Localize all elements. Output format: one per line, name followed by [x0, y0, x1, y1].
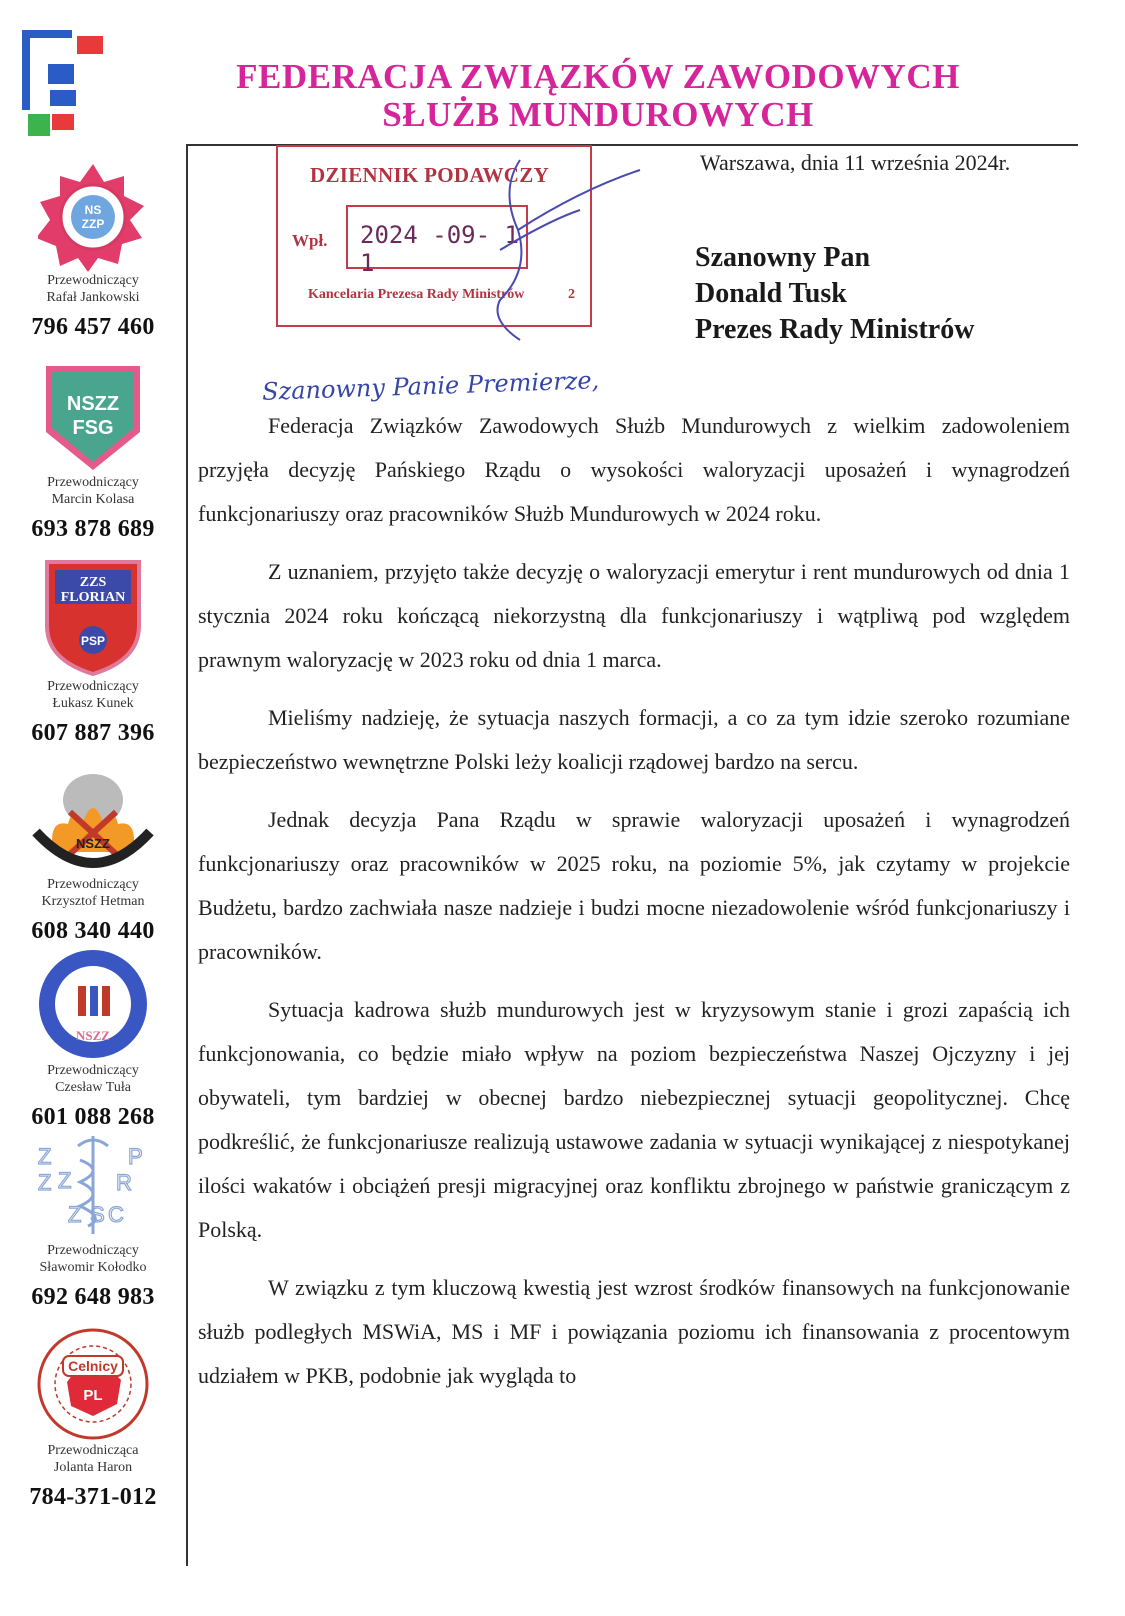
union-entry	[0, 1130, 186, 1311]
federation-logo-icon	[22, 30, 112, 140]
federation-title-line2: SŁUŻB MUNDUROWYCH	[382, 95, 814, 134]
chair-phone: 608 340 440	[31, 918, 155, 944]
chair-phone: 796 457 460	[31, 314, 155, 340]
addressee-line: Donald Tusk	[695, 278, 847, 309]
svg-text:Z: Z	[68, 1202, 82, 1227]
federation-title-line1: FEDERACJA ZWIĄZKÓW ZAWODOWYCH	[236, 57, 960, 96]
svg-text:R: R	[116, 1170, 132, 1195]
svg-text:C: C	[108, 1202, 124, 1227]
chair-role: Przewodniczący	[47, 273, 139, 288]
svg-text:S: S	[90, 1202, 105, 1227]
chair-name: Czesław Tuła	[55, 1080, 131, 1095]
stamp-number: 2	[568, 287, 575, 302]
nszzp-star-emblem-icon	[38, 162, 148, 272]
handwritten-initial-icon	[460, 150, 660, 360]
chair-name: Krzysztof Hetman	[41, 894, 145, 909]
chair-name: Sławomir Kołodko	[39, 1260, 147, 1275]
letter-paragraph: Z uznaniem, przyjęto także decyzję o waloryzacji emerytur i rent mundurowych od dnia 1 stycznia 2024 roku kończącą niekorzystną dla funkcjonariuszy i wątpliwą pod względem prawnym waloryzację w 2023 roku od dnia 1 marca.	[198, 559, 1070, 672]
nszz-fire-workers-emblem-icon	[28, 764, 158, 876]
chair-role: Przewodniczący	[47, 877, 139, 892]
svg-text:FSG: FSG	[72, 417, 114, 439]
chair-role: Przewodnicząca	[47, 1443, 139, 1458]
svg-text:NSZZ: NSZZ	[76, 1028, 110, 1043]
svg-text:FLORIAN: FLORIAN	[60, 590, 126, 605]
union-entry	[0, 556, 186, 747]
chair-phone: 692 648 983	[31, 1284, 155, 1310]
letter-paragraph: Jednak decyzja Pana Rządu w sprawie waloryzacji uposażeń i wynagrodzeń funkcjonariuszy oraz pracowników w 2025 roku, na poziomie 5%, jak czytamy w projekcie Budżetu, bardzo zachwiała nasze nadzieje i budzi mocne niezadowolenie wśród funkcjonariuszy i pracowników.	[198, 807, 1070, 964]
chair-name: Marcin Kolasa	[51, 492, 135, 507]
federation-title	[118, 58, 1078, 134]
chair-role: Przewodniczący	[47, 475, 139, 490]
svg-text:NS: NS	[84, 203, 102, 217]
union-entry	[0, 162, 186, 341]
svg-text:NSZZ: NSZZ	[76, 836, 110, 851]
zzs-florian-shield-icon	[41, 556, 145, 678]
chair-phone: 784-371-012	[29, 1484, 157, 1510]
chair-role: Przewodniczący	[47, 679, 139, 694]
chair-phone: 601 088 268	[31, 1104, 155, 1130]
chair-name: Łukasz Kunek	[52, 696, 134, 711]
svg-text:Z: Z	[38, 1170, 52, 1195]
chair-phone: 693 878 689	[31, 516, 155, 542]
svg-text:Celnicy: Celnicy	[68, 1358, 118, 1374]
chair-name: Rafał Jankowski	[46, 290, 140, 305]
svg-text:PSP: PSP	[80, 634, 106, 648]
union-entry	[0, 362, 186, 543]
letter-body	[198, 404, 1070, 1412]
letter-date: Warszawa, dnia 11 września 2024r.	[700, 150, 1011, 175]
letter-paragraph: W związku z tym kluczową kwestią jest wzrost środków finansowych na funkcjonowanie służb podległych MSWiA, MS i MF i powiązania poziomu ich finansowania z procentowym udziałem w PKB, podobnie jak wygląda to	[198, 1275, 1070, 1388]
celnicy-pl-emblem-icon	[33, 1326, 153, 1442]
letter-paragraph: Federacja Związków Zawodowych Służb Mundurowych z wielkim zadowoleniem przyjęła decyzję Pańskiego Rządu o wysokości waloryzacji uposażeń i wynagrodzeń funkcjonariuszy oraz pracowników Służb Mundurowych w 2024 roku.	[198, 413, 1070, 526]
stamp-date: 2024 -09- 1 1	[360, 221, 519, 277]
nszz-fsg-shield-icon	[38, 362, 148, 474]
zzprzsc-caduceus-emblem-icon	[28, 1130, 158, 1242]
chair-phone: 607 887 396	[31, 720, 155, 746]
stamp-office: Kancelaria Prezesa Rady Ministrów	[308, 287, 525, 302]
letter-paragraph: Mieliśmy nadzieję, że sytuacja naszych formacji, a co za tym idzie szeroko rozumiane bezpieczeństwo wewnętrzne Polski leży koalicji rządowej bardzo na sercu.	[198, 705, 1070, 774]
union-entry	[0, 1326, 186, 1511]
svg-text:NSZZ: NSZZ	[66, 393, 120, 415]
stamp-received-label: Wpł.	[292, 231, 328, 250]
sidebar-divider	[186, 144, 188, 1566]
svg-text:ZZP: ZZP	[81, 217, 105, 231]
svg-text:PL: PL	[83, 1387, 103, 1404]
nszz-prison-service-emblem-icon	[34, 946, 152, 1062]
union-entry	[0, 764, 186, 945]
svg-text:ZZS: ZZS	[79, 575, 107, 590]
addressee-line: Prezes Rady Ministrów	[695, 314, 975, 345]
svg-text:P: P	[128, 1144, 143, 1169]
chair-role: Przewodniczący	[47, 1063, 139, 1078]
chair-role: Przewodniczący	[47, 1243, 139, 1258]
addressee-block	[695, 240, 974, 348]
union-entry	[0, 946, 186, 1131]
addressee-line: Szanowny Pan	[695, 242, 871, 273]
letter-paragraph: Sytuacja kadrowa służb mundurowych jest w kryzysowym stanie i grozi zapaścią ich funkcjonowania, co będzie miało wpływ na poziom bezpieczeństwa Naszej Ojczyzny i jej obywateli, tym bardziej w obecnej bardzo niebezpiecznej sytuacji geopolitycznej. Chcę podkreślić, że funkcjonariusze realizują ustawowe zadania w sytuacji wynikającej z niespotykanej ilości wakatów i obciążeń presji migracyjnej oraz konfliktu zbrojnego w państwie graniczącym z Polską.	[198, 997, 1070, 1242]
handwritten-salutation: Szanowny Panie Premierze,	[261, 366, 600, 406]
stamp-title: DZIENNIK PODAWCZY	[310, 163, 550, 187]
svg-text:Z: Z	[58, 1168, 72, 1193]
svg-text:Z: Z	[38, 1144, 52, 1169]
member-unions-sidebar	[0, 150, 186, 1570]
chair-name: Jolanta Haron	[53, 1460, 133, 1475]
